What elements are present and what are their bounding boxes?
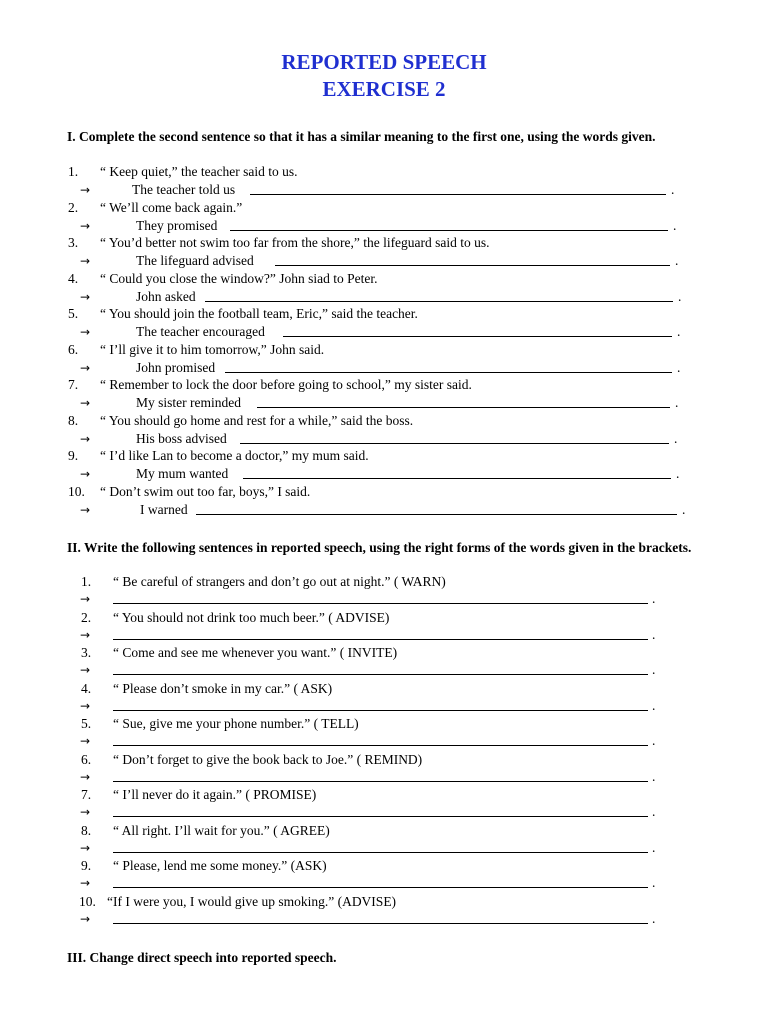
arrow-icon: →	[80, 361, 91, 375]
item-number: 2.	[81, 610, 92, 625]
worksheet-subtitle: EXERCISE 2	[322, 77, 446, 101]
answer-prompt: John asked	[136, 289, 196, 304]
item-number: 1.	[68, 164, 79, 179]
item-sentence: “ Remember to lock the door before going to school,” my sister said.	[100, 377, 472, 392]
exercise-item	[0, 786, 768, 804]
exercise-item	[0, 376, 768, 394]
exercise-item	[0, 163, 768, 181]
section-2-heading: II. Write the following sentences in reported speech, using the right forms of the words given in the brackets.	[67, 540, 692, 555]
item-number: 6.	[81, 752, 92, 767]
answer-row	[0, 910, 768, 928]
answer-prompt: John promised	[136, 360, 216, 375]
end-mark: .	[682, 502, 686, 517]
answer-blank[interactable]	[240, 443, 669, 444]
item-sentence: “ Keep quiet,” the teacher said to us.	[100, 164, 298, 179]
end-mark: .	[652, 698, 656, 713]
answer-blank[interactable]	[113, 816, 648, 817]
arrow-icon: →	[80, 503, 91, 517]
arrow-icon: →	[80, 734, 91, 748]
end-mark: .	[674, 431, 678, 446]
item-sentence: “ I’d like Lan to become a doctor,” my mum said.	[100, 448, 369, 463]
exercise-item	[0, 412, 768, 430]
arrow-icon: →	[80, 290, 91, 304]
exercise-item	[0, 270, 768, 288]
item-sentence: “ Come and see me whenever you want.” ( INVITE)	[113, 645, 398, 660]
exercise-item	[0, 305, 768, 323]
answer-row	[0, 394, 768, 412]
item-sentence: “ Don’t forget to give the book back to Joe.” ( REMIND)	[113, 752, 423, 767]
answer-row	[0, 430, 768, 448]
arrow-icon: →	[80, 841, 91, 855]
answer-blank[interactable]	[250, 194, 666, 195]
item-sentence: “ Please, lend me some money.” (ASK)	[113, 858, 327, 873]
item-number: 7.	[68, 377, 79, 392]
arrow-icon: →	[80, 432, 91, 446]
answer-blank[interactable]	[113, 887, 648, 888]
arrow-icon: →	[80, 628, 91, 642]
answer-row	[0, 661, 768, 679]
end-mark: .	[673, 218, 677, 233]
exercise-item	[0, 483, 768, 501]
answer-blank[interactable]	[243, 478, 671, 479]
answer-row	[0, 323, 768, 341]
section-1-heading: I. Complete the second sentence so that it has a similar meaning to the first one, using the words given.	[67, 129, 656, 144]
item-number: 4.	[68, 271, 79, 286]
item-sentence: “ I’ll never do it again.” ( PROMISE)	[113, 787, 317, 802]
answer-row	[0, 803, 768, 821]
exercise-item	[0, 609, 768, 627]
exercise-item	[0, 234, 768, 252]
answer-row	[0, 252, 768, 270]
item-number: 9.	[68, 448, 79, 463]
answer-row	[0, 697, 768, 715]
answer-row	[0, 465, 768, 483]
item-sentence: “ Sue, give me your phone number.” ( TELL)	[113, 716, 359, 731]
answer-prompt: The teacher encouraged	[136, 324, 265, 339]
end-mark: .	[652, 769, 656, 784]
end-mark: .	[671, 182, 675, 197]
end-mark: .	[652, 591, 656, 606]
end-mark: .	[677, 360, 681, 375]
item-sentence: “ You should not drink too much beer.” ( ADVISE)	[113, 610, 390, 625]
arrow-icon: →	[80, 876, 91, 890]
exercise-item	[0, 447, 768, 465]
answer-blank[interactable]	[113, 674, 648, 675]
end-mark: .	[652, 733, 656, 748]
exercise-item	[0, 573, 768, 591]
exercise-item	[0, 341, 768, 359]
answer-row	[0, 217, 768, 235]
exercise-item	[0, 857, 768, 875]
answer-blank[interactable]	[113, 923, 648, 924]
item-sentence: “ All right. I’ll wait for you.” ( AGREE)	[113, 823, 330, 838]
item-sentence: “ I’ll give it to him tomorrow,” John said.	[100, 342, 325, 357]
item-number: 7.	[81, 787, 92, 802]
item-number: 5.	[81, 716, 92, 731]
answer-row	[0, 874, 768, 892]
answer-blank[interactable]	[225, 372, 672, 373]
end-mark: .	[652, 662, 656, 677]
answer-row	[0, 288, 768, 306]
answer-blank[interactable]	[113, 745, 648, 746]
item-number: 3.	[68, 235, 79, 250]
section-3-heading: III. Change direct speech into reported speech.	[67, 950, 337, 965]
exercise-item	[0, 644, 768, 662]
arrow-icon: →	[80, 663, 91, 677]
item-sentence: “ Could you close the window?” John siad to Peter.	[100, 271, 378, 286]
item-number: 5.	[68, 306, 79, 321]
item-number: 8.	[81, 823, 92, 838]
item-sentence: “If I were you, I would give up smoking.” (ADVISE)	[107, 894, 397, 909]
end-mark: .	[652, 804, 656, 819]
answer-blank[interactable]	[230, 230, 668, 231]
answer-prompt: My mum wanted	[136, 466, 229, 481]
exercise-item	[0, 822, 768, 840]
end-mark: .	[675, 253, 679, 268]
end-mark: .	[652, 875, 656, 890]
arrow-icon: →	[80, 770, 91, 784]
item-number: 10.	[68, 484, 85, 499]
item-number: 9.	[81, 858, 92, 873]
exercise-item	[0, 893, 768, 911]
answer-blank[interactable]	[275, 265, 670, 266]
arrow-icon: →	[80, 396, 91, 410]
answer-row	[0, 768, 768, 786]
exercise-item	[0, 715, 768, 733]
answer-prompt: I warned	[140, 502, 188, 517]
arrow-icon: →	[80, 805, 91, 819]
answer-blank[interactable]	[257, 407, 670, 408]
answer-blank[interactable]	[113, 710, 648, 711]
item-number: 2.	[68, 200, 79, 215]
answer-row	[0, 626, 768, 644]
end-mark: .	[677, 324, 681, 339]
item-sentence: “ You should join the football team, Eric,” said the teacher.	[100, 306, 418, 321]
answer-blank[interactable]	[283, 336, 672, 337]
arrow-icon: →	[80, 699, 91, 713]
answer-row	[0, 732, 768, 750]
answer-blank[interactable]	[113, 639, 648, 640]
answer-row	[0, 501, 768, 519]
exercise-item	[0, 199, 768, 217]
item-number: 8.	[68, 413, 79, 428]
answer-blank[interactable]	[113, 781, 648, 782]
worksheet-title: REPORTED SPEECH	[281, 50, 487, 74]
item-sentence: “ Be careful of strangers and don’t go out at night.” ( WARN)	[113, 574, 446, 589]
answer-blank[interactable]	[113, 852, 648, 853]
item-sentence: “ You’d better not swim too far from the shore,” the lifeguard said to us.	[100, 235, 490, 250]
answer-row	[0, 590, 768, 608]
arrow-icon: →	[80, 183, 91, 197]
exercise-item	[0, 751, 768, 769]
answer-blank[interactable]	[205, 301, 673, 302]
item-number: 10.	[79, 894, 96, 909]
item-sentence: “ Please don’t smoke in my car.” ( ASK)	[113, 681, 333, 696]
end-mark: .	[678, 289, 682, 304]
item-number: 6.	[68, 342, 79, 357]
answer-row	[0, 181, 768, 199]
item-sentence: “ We’ll come back again.”	[100, 200, 243, 215]
answer-blank[interactable]	[196, 514, 677, 515]
arrow-icon: →	[80, 254, 91, 268]
item-number: 3.	[81, 645, 92, 660]
end-mark: .	[652, 840, 656, 855]
arrow-icon: →	[80, 467, 91, 481]
answer-prompt: The lifeguard advised	[136, 253, 254, 268]
end-mark: .	[676, 466, 680, 481]
answer-prompt: My sister reminded	[136, 395, 241, 410]
answer-row	[0, 359, 768, 377]
arrow-icon: →	[80, 219, 91, 233]
arrow-icon: →	[80, 912, 91, 926]
item-sentence: “ You should go home and rest for a while,” said the boss.	[100, 413, 414, 428]
answer-prompt: The teacher told us	[132, 182, 236, 197]
item-number: 1.	[81, 574, 92, 589]
arrow-icon: →	[80, 325, 91, 339]
exercise-item	[0, 680, 768, 698]
end-mark: .	[652, 911, 656, 926]
answer-prompt: His boss advised	[136, 431, 227, 446]
answer-row	[0, 839, 768, 857]
end-mark: .	[675, 395, 679, 410]
item-number: 4.	[81, 681, 92, 696]
answer-prompt: They promised	[136, 218, 218, 233]
item-sentence: “ Don’t swim out too far, boys,” I said.	[100, 484, 311, 499]
arrow-icon: →	[80, 592, 91, 606]
end-mark: .	[652, 627, 656, 642]
answer-blank[interactable]	[113, 603, 648, 604]
